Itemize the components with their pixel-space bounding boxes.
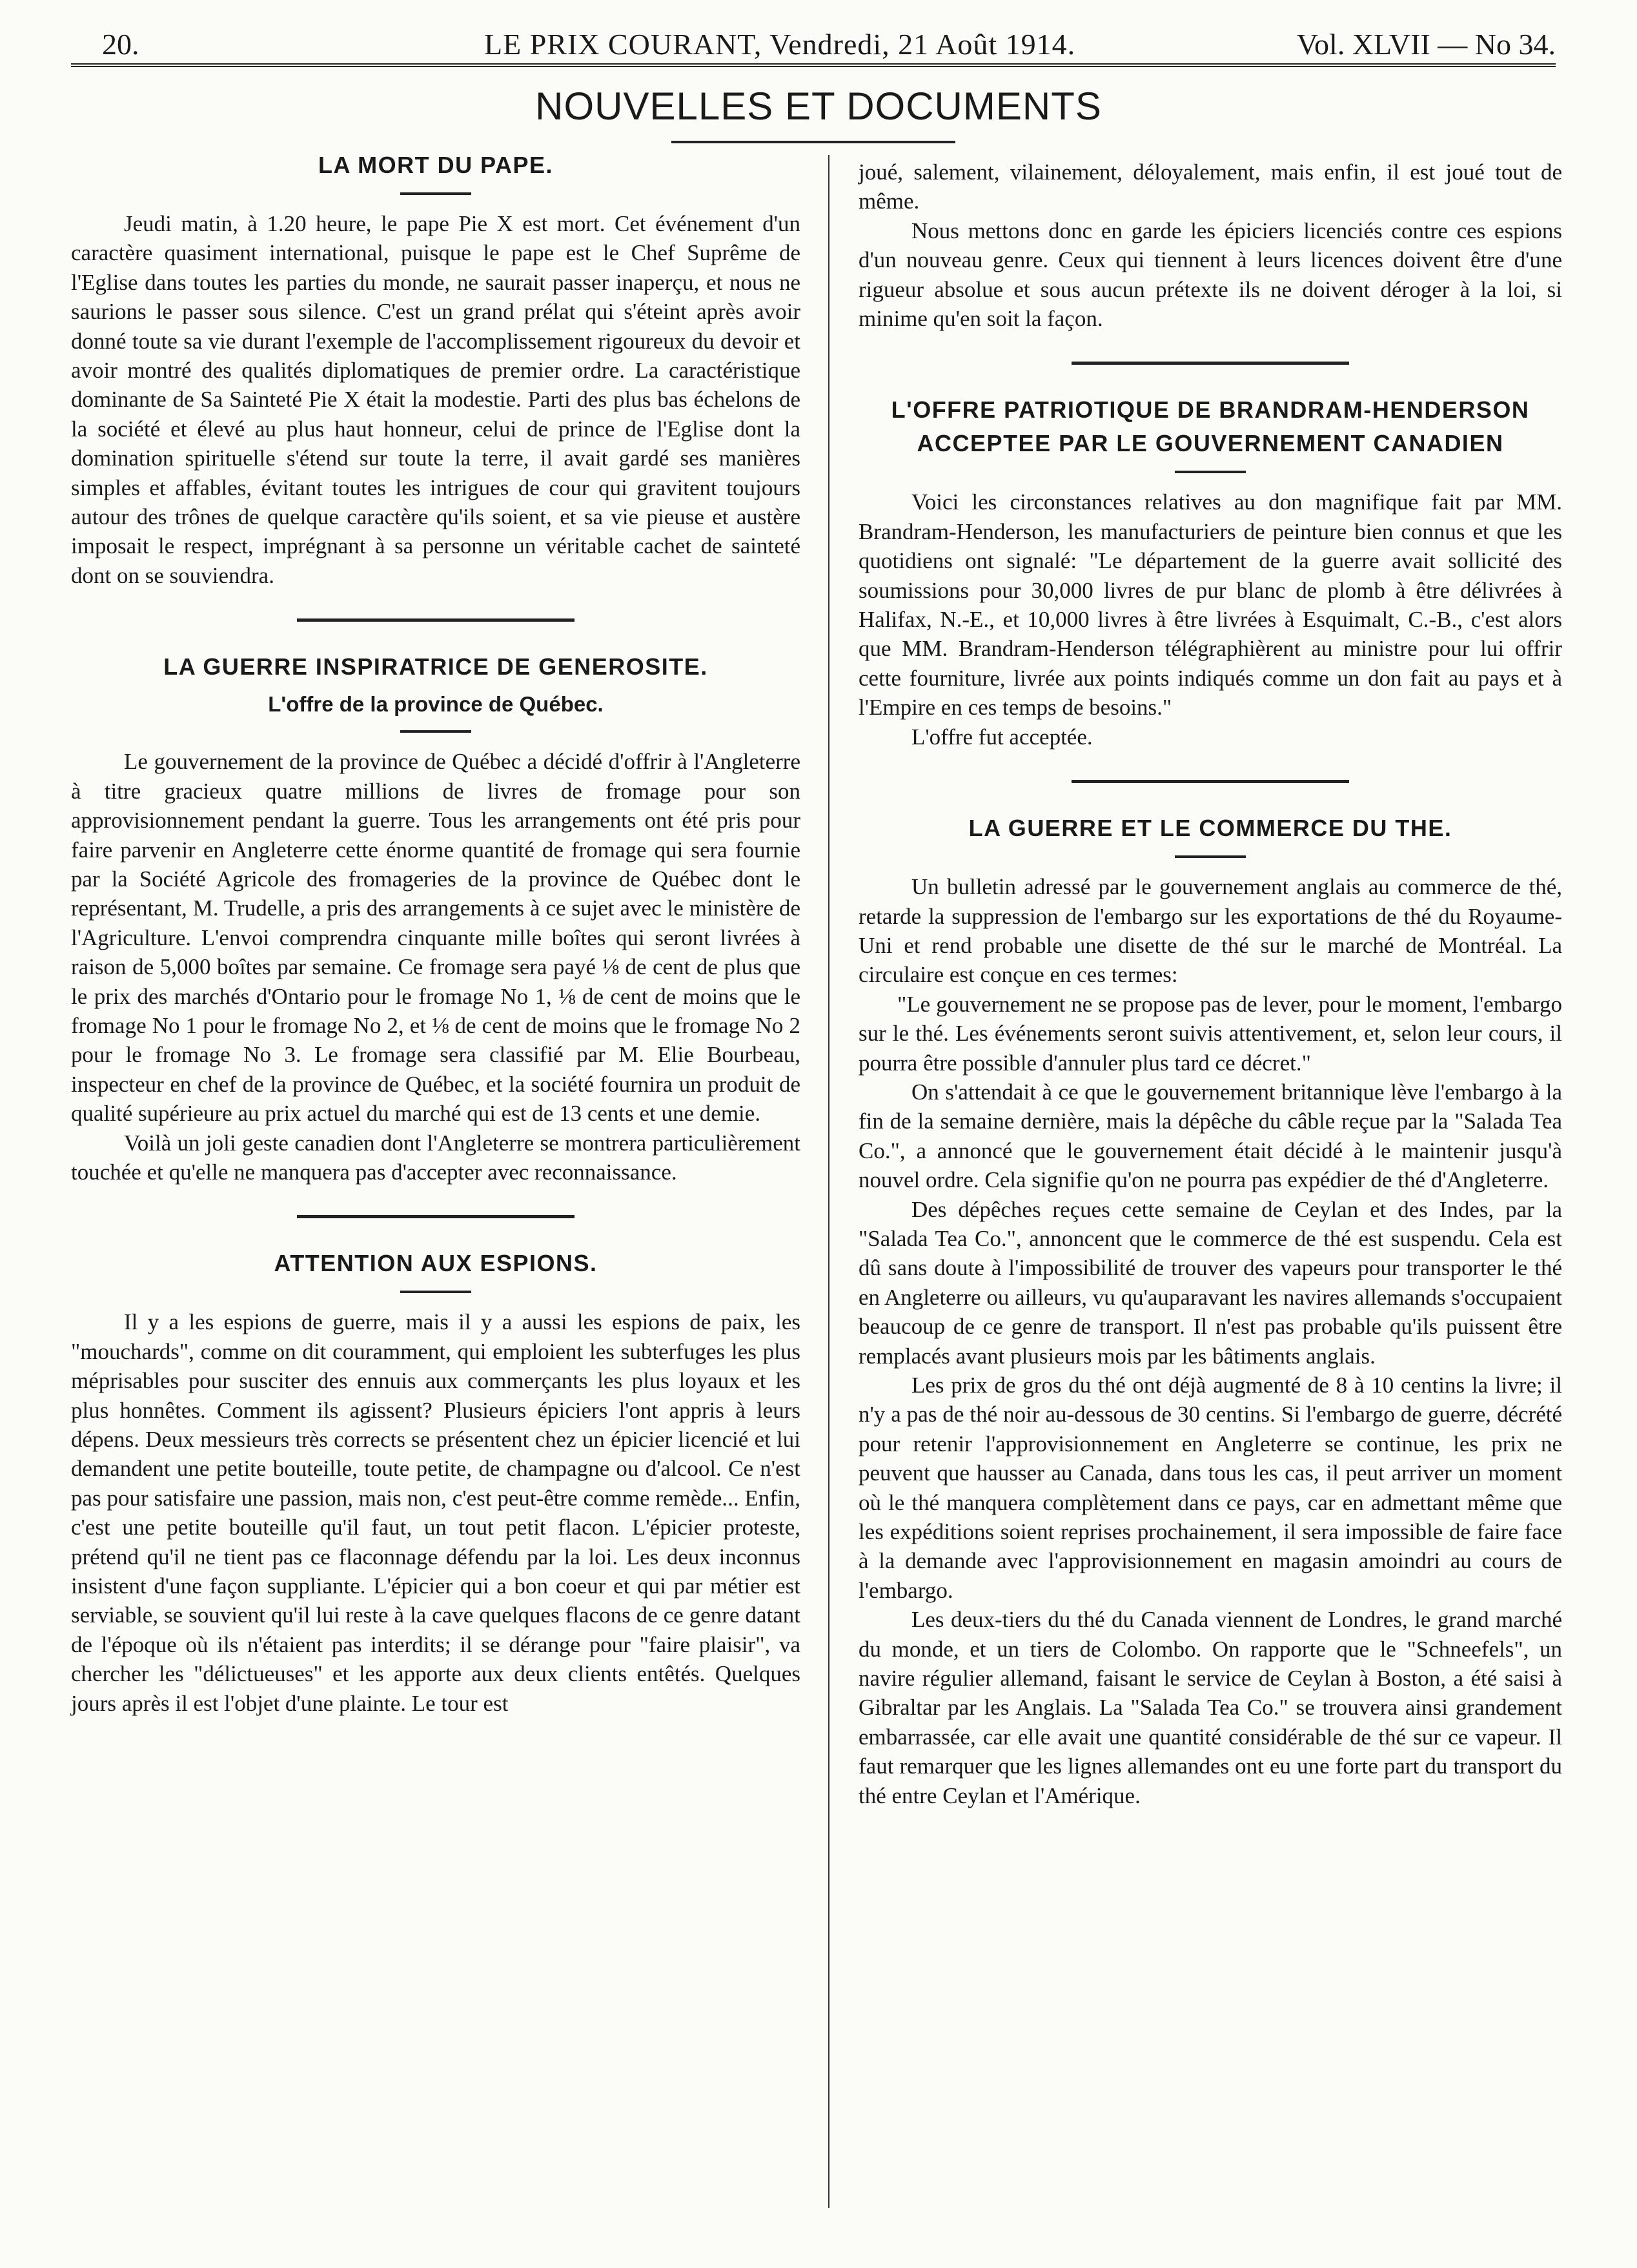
article-paragraph: Un bulletin adressé par le gouvernement anglais au commerce de thé, retarde la suppression de l'embargo sur les exportations de thé du Royaume-Uni et rend probable une disette de thé sur le marché de Montréal. La circulaire est conçue en ces termes: [859,874,1562,988]
running-header [71,18,1556,63]
article-espions [71,1247,800,1718]
article-paragraph: On s'attendait à ce que le gouvernement britannique lève l'embargo à la fin de la semaine dernière, mais la dépêche du câble reçue par la "Salada Tea Co.", a annoncé que le gouvernement était décidé à le maintenir jusqu'à nouvel ordre. Cela signifie qu'on ne pourra pas expédier de thé d'Angleterre. [859,1079,1562,1193]
page-number: 20. [102,28,139,61]
publication-line: LE PRIX COURANT, Vendredi, 21 Août 1914. [484,28,1076,61]
title-underline [400,1291,471,1293]
article-paragraph: joué, salement, vilainement, déloyalement, mais enfin, il est joué tout de même. [859,159,1562,214]
right-column [859,158,1562,1810]
article-title: L'OFFRE PATRIOTIQUE DE BRANDRAM-HENDERSON ACCEPTEE PAR LE GOUVERNEMENT CANADIEN [891,396,1530,457]
column-divider [828,155,829,2208]
article-separator [1072,780,1349,783]
article-separator [297,618,574,622]
article-the [859,812,1562,1810]
article-title: LA GUERRE ET LE COMMERCE DU THE. [968,815,1452,842]
section-title: NOUVELLES ET DOCUMENTS [535,85,1102,128]
title-underline [400,192,471,195]
article-separator [297,1215,574,1218]
article-brandram [859,393,1562,751]
article-paragraph: Nous mettons donc en garde les épiciers licenciés contre ces espions d'un nouveau genre. Ceux qui tiennent à leurs licences doivent être d'une rigueur absolue et sous aucun prétexte ils ne doivent déroger à la loi, si minime qu'en soit la façon. [859,218,1562,332]
article-title: ATTENTION AUX ESPIONS. [274,1250,598,1277]
left-column [71,148,800,1718]
article-paragraph: Jeudi matin, à 1.20 heure, le pape Pie X est mort. Cet événement d'un caractère quasiment international, puisque le pape est le Chef Suprême de l'Eglise dans toutes les parties du monde, ne saurait passer inaperçu, et nous ne saurions le passer sous silence. C'est un grand prélat qui s'éteint après avoir donné toute sa vie durant l'exemple de l'accomplissement rigoureux du devoir et avoir montré des qualités diplomatiques de premier ordre. La caractéristique dominante de Sa Sainteté Pie X était la modestie. Parti des plus bas échelons de la société et élevé au plus haut honneur, celui de prince de l'Eglise dont la domination spirituelle s'étend sur toute la terre, il avait gardé ses manières simples et affables, évitant toutes les intrigues de cour qui gravitent toujours autour des trônes de quelque caractère qu'ils soient, et sa vie pieuse et austère imposait le respect, imprégnant à sa personne un véritable cachet de sainteté dont on se souviendra. [71,211,800,588]
article-paragraph: Des dépêches reçues cette semaine de Ceylan et des Indes, par la "Salada Tea Co.", annoncent que le commerce de thé est suspendu. Cela est dû sans doute à l'impossibilité de trouver des vapeurs pour transporter le thé en Angleterre ou ailleurs, vu qu'auparavant les navires allemands s'occupaient beaucoup de ce genre de transport. Il n'est pas probable qu'ils puissent être remplacés avant plusieurs mois par les bâtiments anglais. [859,1196,1562,1369]
article-subtitle: L'offre de la province de Québec. [268,692,604,717]
article-paragraph: Les prix de gros du thé ont déjà augmenté de 8 à 10 centins la livre; il n'y a pas de thé noir au-dessous de 30 centins. Si l'embargo de guerre, décrété pour retenir l'approvisionnement en Angleterre se continue, les prix ne peuvent que hausser au Canada, dans tous les cas, il peut arriver un moment où le thé manquera complètement dans ce pays, car en admettant même que les expéditions soient reprises prochainement, il sera impossible de faire face à la demande avec l'approvisionnement en magasin amoindri au cours de l'embargo. [859,1373,1562,1603]
article-paragraph: Voici les circonstances relatives au don magnifique fait par MM. Brandram-Henderson, les manufacturiers de peinture bien connus et que les quotidiens ont signalé: "Le département de la guerre avait sollicité des soumissions pour 30,000 livres de pur blanc de plomb à être délivrées à Halifax, N.-E., et 10,000 livres à être livrées à Esquimalt, C.-B., c'est alors que MM. Brandram-Henderson télégraphièrent au ministre pour lui offrir cette fourniture, livrée aux points indiqués comme un don fait au pays et à l'Empire en ces temps de besoins." [859,489,1562,720]
title-underline [400,730,471,733]
article-guerre-generosite [71,650,800,1187]
article-title: LA GUERRE INSPIRATRICE DE GENEROSITE. [163,653,708,680]
article-paragraph: Les deux-tiers du thé du Canada viennent de Londres, le grand marché du monde, et un tiers de Colombo. On rapporte que le "Schneefels", un navire régulier allemand, faisant le service de Ceylan à Boston, a été saisi à Gibraltar par les Anglais. La "Salada Tea Co." se trouvera ainsi grandement embarrassée, car elle avait une quantité considérable de thé sur ce vapeur. Il faut remarquer que les lignes allemandes ont eu une forte part du transport du thé entre Ceylan et l'Amérique. [859,1607,1562,1808]
article-paragraph: Voilà un joli geste canadien dont l'Angleterre se montrera particulièrement touchée et qu'elle ne manquera pas d'accepter avec reconnaissance. [71,1130,800,1185]
article-quote: "Le gouvernement ne se propose pas de lever, pour le moment, l'embargo sur le thé. Les événements seront suivis attentivement, et, selon leur cours, il pourra être possible d'annuler plus tard ce décret." [859,991,1562,1076]
article-title: LA MORT DU PAPE. [318,152,553,178]
article-separator [1072,362,1349,365]
volume-number: Vol. XLVII — No 34. [1296,28,1556,61]
section-title-rule [671,141,955,143]
article-pape [71,148,800,590]
article-paragraph: Il y a les espions de guerre, mais il y a aussi les espions de paix, les "mouchards", comme on dit couramment, qui emploient les subterfuges les plus méprisables pour susciter des ennuis aux commerçants les plus loyaux et les plus honnêtes. Comment ils agissent? Plusieurs épiciers l'ont appris à leurs dépens. Deux messieurs très corrects se présentent chez un épicier licencié et lui demandent une petite bouteille, toute petite, de champagne ou d'alcool. Ce n'est pas pour satisfaire une passion, mais non, c'est peut-être comme remède... Enfin, c'est une petite bouteille qu'il faut, un tout petit flacon. L'épicier proteste, prétend qu'il ne tient pas ce flaconnage défendu par la loi. Les deux inconnus insistent d'une façon suppliante. L'épicier qui a bon coeur et qui par métier est serviable, se souvient qu'il lui reste à la cave quelques flacons de ce genre datant de l'époque où ils n'étaient pas interdits; il se dérange pour "faire plaisir", va chercher les "délictueuses" et les apporte aux deux clients entêtés. Quelques jours après il est l'objet d'une plainte. Le tour est [71,1309,800,1716]
title-underline [1175,855,1246,858]
article-paragraph: Le gouvernement de la province de Québec a décidé d'offrir à l'Angleterre à titre gracieux quatre millions de livres de fromage pour son approvisionnement pendant la guerre. Tous les arrangements ont été pris pour faire parvenir en Angleterre cette énorme quantité de fromage qui sera fournie par la Société Agricole des fromageries de la province de Québec dont le représentant, M. Trudelle, a pris des arrangements à ce sujet avec le ministère de l'Agriculture. L'envoi comprendra cinquante mille boîtes qui seront livrées à raison de 5,000 boîtes par semaine. Ce fromage sera payé ⅛ de cent de plus que le prix des marchés d'Ontario pour le fromage No 1, ⅛ de cent de moins que le fromage No 1 pour le fromage No 2, et ⅛ de cent de moins que le fromage No 2 pour le fromage No 3. Le fromage sera classifié par M. Elie Bourbeau, inspecteur en chef de la province de Québec, et la société fournira un produit de qualité supérieure au prix actuel du marché qui est de 13 cents et une demie. [71,749,800,1127]
header-rule [71,63,1556,67]
article-espions-continued [859,158,1562,333]
title-underline [1175,471,1246,473]
article-paragraph: L'offre fut acceptée. [911,724,1093,750]
